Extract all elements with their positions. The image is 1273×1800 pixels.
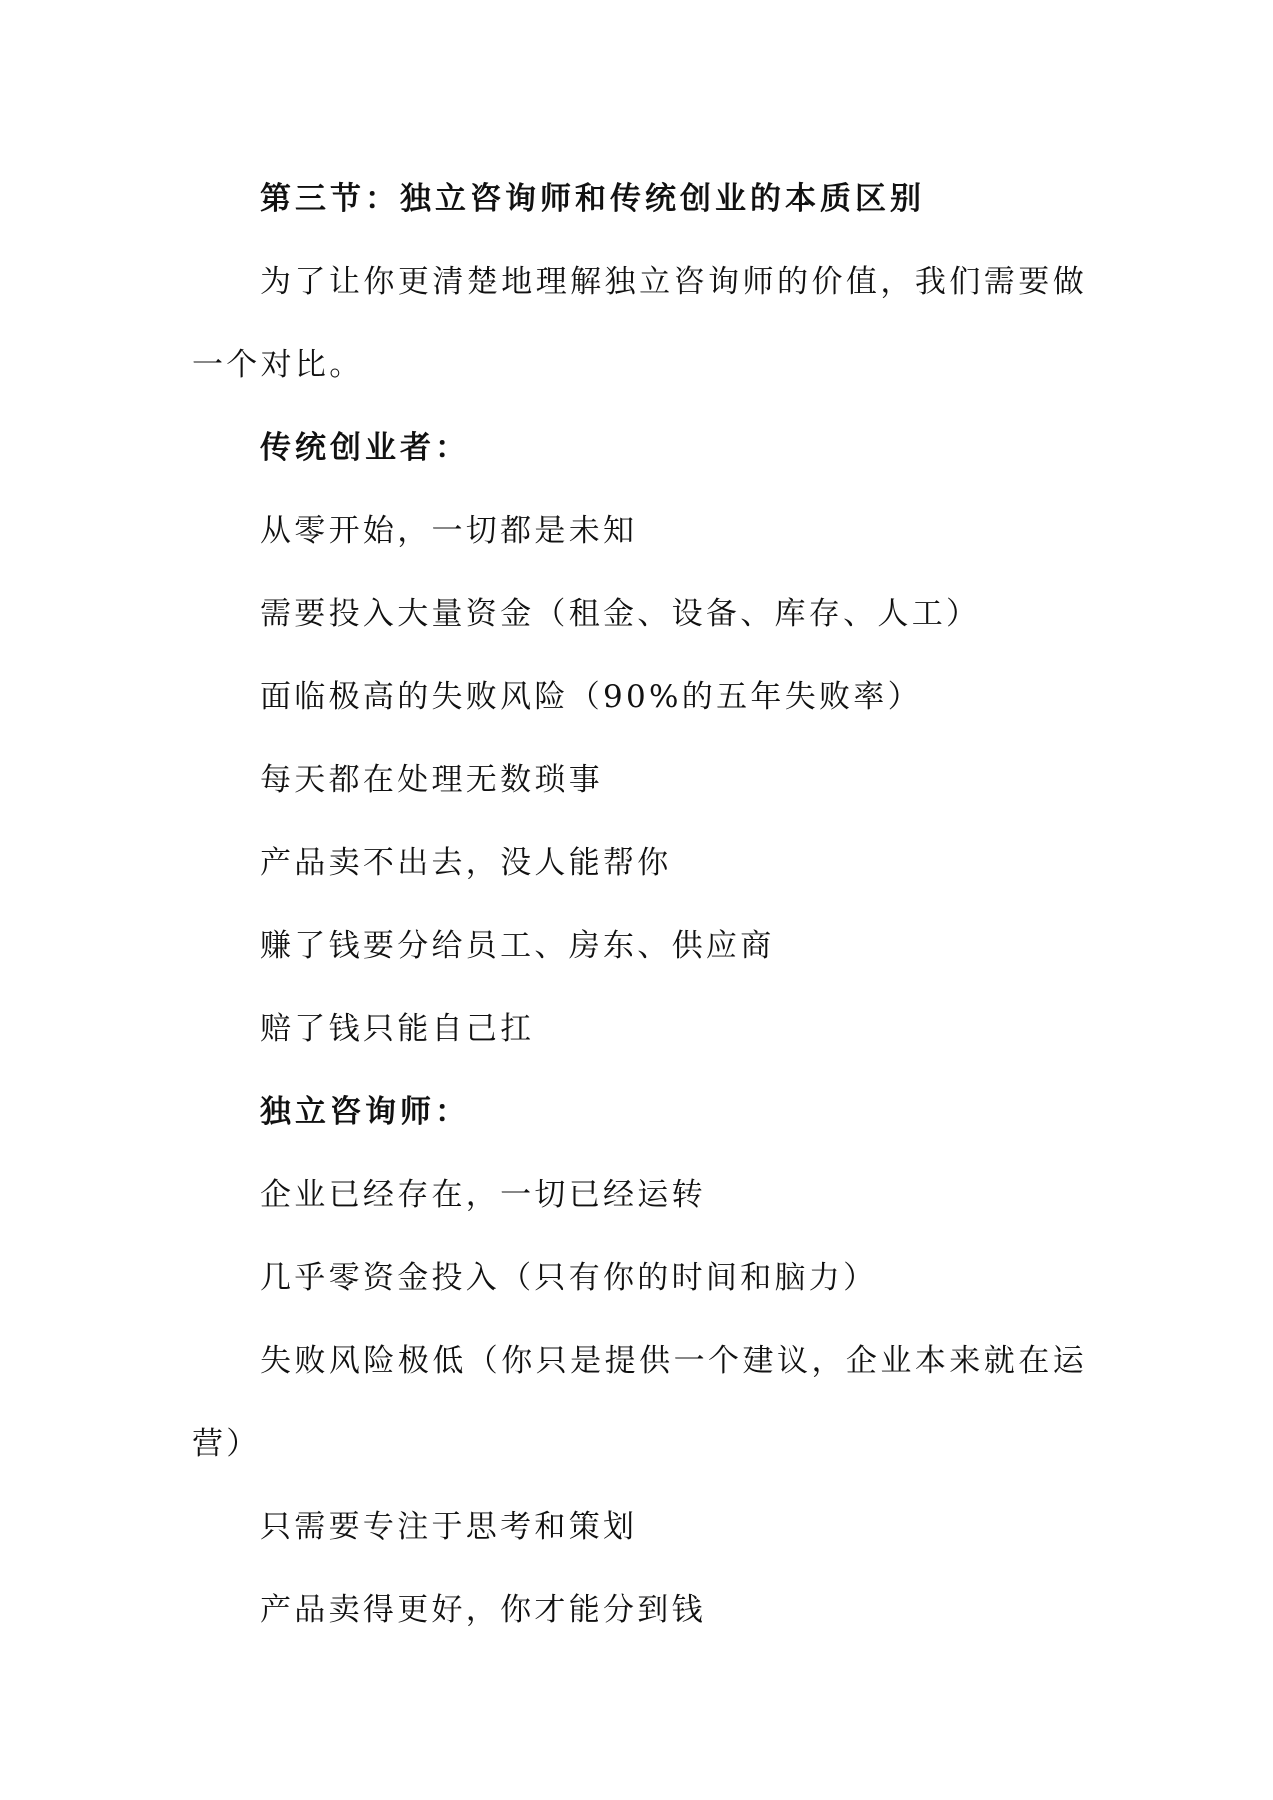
traditional-item: 每天都在处理无数琐事 [260, 762, 603, 798]
consultant-heading: 独立咨询师： [260, 1094, 470, 1130]
traditional-item: 需要投入大量资金（租金、设备、库存、人工） [260, 596, 981, 632]
consultant-item: 几乎零资金投入（只有你的时间和脑力） [260, 1260, 878, 1296]
consultant-item: 失败风险极低（你只是提供一个建议，企业本来就在运营） [192, 1343, 1087, 1462]
traditional-item: 产品卖不出去，没人能帮你 [260, 845, 672, 881]
page-content [192, 158, 1087, 1652]
consultant-item: 产品卖得更好，你才能分到钱 [260, 1592, 706, 1628]
traditional-item: 面临极高的失败风险（90%的五年失败率） [260, 679, 922, 715]
consultant-item: 只需要专注于思考和策划 [260, 1509, 638, 1545]
consultant-item: 企业已经存在，一切已经运转 [260, 1177, 706, 1213]
traditional-item: 赔了钱只能自己扛 [260, 1011, 535, 1047]
traditional-heading: 传统创业者： [260, 430, 470, 466]
intro-paragraph: 为了让你更清楚地理解独立咨询师的价值，我们需要做一个对比。 [192, 264, 1087, 383]
traditional-item: 赚了钱要分给员工、房东、供应商 [260, 928, 775, 964]
section-title: 第三节：独立咨询师和传统创业的本质区别 [260, 181, 925, 217]
traditional-item: 从零开始，一切都是未知 [260, 513, 638, 549]
